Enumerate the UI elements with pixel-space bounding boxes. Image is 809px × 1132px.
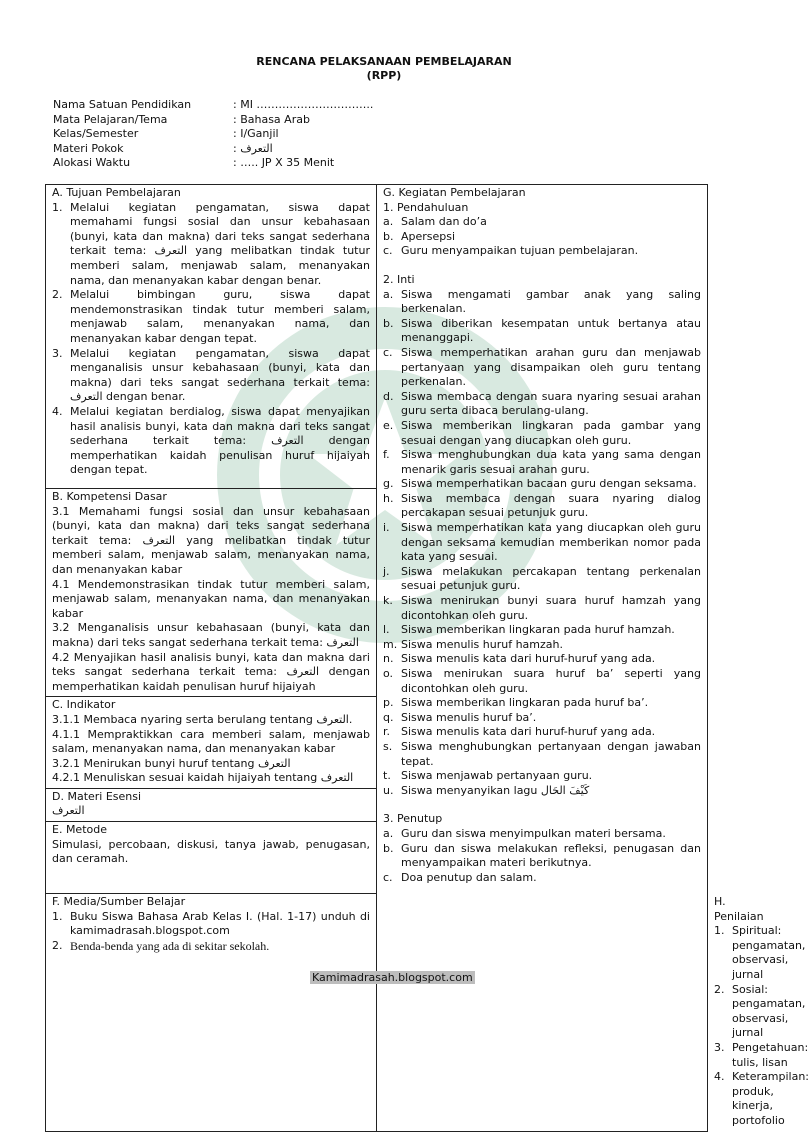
list-marker: q. [383, 710, 394, 724]
list-item [383, 346, 701, 390]
list-text: Siswa memperhatikan arahan guru dan menjawab pertanyaan yang disampaikan oleh guru tentang perkenalan. [401, 345, 701, 389]
indikator-item: 4.1.1 Mempraktikkan cara memberi salam, menjawab salam, menanyakan nama, dan menanyakan kabar [52, 727, 370, 756]
list-item [383, 769, 701, 784]
list-marker: k. [383, 594, 393, 608]
identity-value: : MI ………………………….. [233, 98, 374, 111]
list-text: Siswa menulis huruf hamzah. [401, 637, 563, 651]
list-marker: b. [383, 841, 394, 855]
list-marker: u. [383, 783, 394, 797]
section-materi [46, 788, 377, 821]
list-marker: n. [383, 652, 394, 666]
identity-row [53, 98, 373, 113]
list-item: 1. Melalui kegiatan pengamatan, siswa dapat memahami fungsi sosial dan unsur kebahasaan (bunyi, kata dan makna) dari teks sangat sederhana terkait tema: التعرف yang melibatkan tindak tutur memberi salam, menjawab salam, menanyakan nama, dan menanyakan kabar dengan benar. [52, 200, 370, 287]
section-heading: G. Kegiatan Pembelajaran [383, 186, 526, 199]
list-text: Siswa memberikan lingkaran pada huruf ba’. [401, 696, 649, 710]
list-marker: p. [383, 696, 394, 710]
list-item [383, 623, 701, 638]
list-text: Siswa diberikan kesempatan untuk bertanya atau menanggapi. [401, 316, 701, 345]
section-heading: F. Media/Sumber Belajar [52, 895, 186, 909]
list-marker: a. [383, 826, 394, 840]
indikator-item: 3.2.1 Menirukan bunyi huruf tentang التعرف [52, 756, 291, 770]
list-marker: h. [383, 491, 394, 505]
list-marker: 3. [714, 1041, 725, 1054]
list-text: Siswa mengamati gambar anak yang saling berkenalan. [401, 287, 701, 316]
list-text: Spiritual: pengamatan, observasi, jurnal [732, 924, 806, 982]
list-text: Siswa melakukan percakapan tentang perkenalan sesuai petunjuk guru. [401, 564, 701, 593]
identity-key: Kelas/Semester [53, 127, 139, 140]
list-item [383, 565, 701, 594]
pendahuluan-list [383, 215, 701, 259]
identity-value: : ….. JP X 35 Menit [233, 156, 335, 169]
list-item [383, 390, 701, 419]
list-text: Sosial: pengamatan, observasi, jurnal [732, 982, 806, 1040]
subsection-heading: 3. Penutup [383, 812, 443, 826]
list-text: Guru dan siswa menyimpulkan materi bersama. [401, 826, 666, 840]
kd-item: 3.1 Memahami fungsi sosial dan unsur kebahasaan (bunyi, kata dan makna) dari teks sangat sederhana terkait tema: التعرف yang melibatkan tindak tutur memberi salam, menjawab salam, menanyakan nama, dan menanyakan kabar [52, 504, 370, 576]
list-marker: i. [383, 521, 390, 535]
list-item [383, 448, 701, 477]
list-item: 2. Melalui bimbingan guru, siswa dapat mendemonstrasikan tindak tutur memberi salam, menjawab salam, menanyakan nama, dan menanyakan kabar dengan tepat. [52, 288, 370, 345]
metode-text: Simulasi, percobaan, diskusi, tanya jawab, penugasan, dan ceramah. [52, 837, 370, 866]
identity-key: Materi Pokok [53, 141, 124, 155]
list-item [383, 740, 701, 769]
list-text: Siswa menulis huruf ba’. [401, 710, 537, 724]
list-marker: b. [383, 316, 394, 330]
list-text: Siswa memberikan lingkaran pada huruf hamzah. [401, 623, 675, 637]
identity-row [53, 127, 373, 142]
indikator-item: 3.1.1 Membaca nyaring serta berulang tentang التعرف. [52, 712, 353, 726]
identity-key: Alokasi Waktu [53, 156, 131, 169]
inti-list [383, 288, 701, 799]
list-text: Siswa memperhatikan kata yang diucapkan oleh guru dengan seksama kemudian memberikan nomor pada kata yang sesuai. [401, 521, 701, 564]
list-marker: r. [383, 725, 391, 739]
identity-key: Mata Pelajaran/Tema [53, 112, 168, 126]
list-text: Pengetahuan: tulis, lisan [732, 1041, 809, 1069]
section-heading: A. Tujuan Pembelajaran [52, 186, 181, 199]
identity-row [53, 142, 373, 157]
materi-text: التعرف [52, 804, 85, 818]
list-item: 3. Melalui kegiatan pengamatan, siswa dapat menganalisis unsur kebahasaan (bunyi, kata dan makna) dari teks sangat sederhana terkait tema: التعرف dengan benar. [52, 346, 370, 404]
list-text: Siswa menirukan suara huruf ba’ seperti yang dicontohkan oleh guru. [401, 667, 701, 695]
list-item [383, 477, 701, 492]
list-marker: c. [383, 345, 393, 359]
list-marker: m. [383, 637, 398, 651]
footer-source: Kamimadrasah.blogspot.com [312, 971, 473, 984]
list-marker: d. [383, 389, 394, 403]
list-item [383, 594, 701, 623]
list-text: Siswa memperhatikan bacaan guru dengan seksama. [401, 477, 697, 491]
section-indikator [46, 697, 377, 789]
list-marker: a. [383, 287, 394, 301]
list-item: 4. Melalui kegiatan berdialog, siswa dapat menyajikan hasil analisis bunyi, kata dan makna dari teks sangat sederhana terkait tema: التعرف dengan memperhatikan kaidah penulisan huruf hijaiyah dengan tepat. [52, 404, 370, 477]
list-text: Siswa membaca dengan suara nyaring sesuai arahan guru serta dibaca berulang-ulang. [401, 389, 701, 418]
list-text: Siswa menghubungkan pertanyaan dengan jawaban tepat. [401, 739, 701, 768]
list-marker: c. [383, 870, 393, 884]
list-text: Siswa menirukan bunyi suara huruf hamzah yang dicontohkan oleh guru. [401, 594, 701, 622]
section-metode [46, 822, 377, 894]
list-marker: 1. [714, 924, 725, 938]
list-marker: j. [383, 564, 390, 578]
list-marker: l. [383, 623, 390, 637]
section-kegiatan [377, 185, 708, 1132]
list-item [383, 711, 701, 726]
list-item [383, 317, 701, 346]
subsection-heading: 1. Pendahuluan [383, 200, 469, 214]
kd-item: 3.2 Menganalisis unsur kebahasaan (bunyi, kata dan makna) dari teks sangat sederhana terkait tema: التعرف [52, 621, 370, 649]
list-item [383, 419, 701, 448]
list-item [383, 652, 701, 667]
section-heading: D. Materi Esensi [52, 789, 142, 803]
identity-key: Nama Satuan Pendidikan [53, 98, 192, 111]
list-text: Siswa menulis kata dari huruf-huruf yang ada. [401, 725, 656, 739]
list-text: Siswa menghubungkan dua kata yang sama dengan menarik garis sesuai arahan guru. [401, 448, 701, 476]
list-item [383, 638, 701, 653]
list-marker: o. [383, 667, 394, 680]
list-text: Siswa menyanyikan lagu كَيْفَ الحَال [401, 783, 590, 797]
list-item: 1. Buku Siswa Bahasa Arab Kelas I. (Hal. 1-17) unduh di kamimadrasah.blogspot.com [52, 909, 370, 938]
list-item [383, 725, 701, 740]
kd-item: 4.2 Menyajikan hasil analisis bunyi, kata dan makna dari teks sangat sederhana terkait tema: التعرف dengan memperhatikan kaidah penulisan huruf hijaiyah [52, 650, 370, 693]
section-kompetensi [46, 489, 377, 697]
section-media [46, 894, 377, 1132]
identity-value: : Bahasa Arab [233, 112, 310, 126]
penutup-list [383, 827, 701, 885]
list-text: Apersepsi [401, 229, 456, 243]
list-text: Salam dan do’a [401, 215, 487, 229]
list-marker: 4. [714, 1070, 725, 1084]
list-text: Siswa membaca dengan suara nyaring dialog percakapan sesuai petunjuk guru. [401, 491, 701, 520]
list-item [383, 244, 701, 259]
list-text: Guru dan siswa melakukan refleksi, penugasan dan menyampaikan materi berikutnya. [401, 841, 701, 870]
subsection-heading: 2. Inti [383, 272, 415, 286]
document-title: RENCANA PELAKSANAAN PEMBELAJARAN [256, 55, 512, 68]
document-subtitle: (RPP) [366, 69, 402, 82]
list-item [383, 842, 701, 871]
section-tujuan [46, 185, 377, 489]
list-marker: e. [383, 418, 394, 432]
list-item [383, 288, 701, 317]
list-text: Siswa menjawab pertanyaan guru. [401, 769, 593, 783]
list-item [383, 784, 701, 799]
list-item [383, 667, 701, 696]
section-heading: B. Kompetensi Dasar [52, 490, 167, 503]
indikator-item: 4.2.1 Menuliskan sesuai kaidah hijaiyah tentang التعرف [52, 771, 354, 785]
section-heading: C. Indikator [52, 698, 116, 712]
identity-block [53, 98, 373, 171]
lesson-plan-table: A. Tujuan Pembelajaran 1. Melalui kegiatan pengamatan, siswa dapat memahami fungsi sosial dan unsur kebahasaan (bunyi, kata dan makna) dari teks sangat sederhana terkait tema: التعرف yang melibatkan tindak tutur memberi salam, menjawab salam, menanyakan nama, dan menanyakan kabar dengan benar. 2. Melalui bimbingan guru, siswa dapat mendemonstrasikan tindak tutur memberi salam, menjawab salam, menanyakan nama, dan menanyakan kabar dengan tepat. 3. Melalui kegiatan pengamatan, siswa dapat menganalisis unsur kebahasaan (bunyi, kata dan makna) dari teks sangat sederhana terkait tema: التعرف dengan benar. 4. Melalui kegiatan berdialog, siswa dapat menyajikan hasil analisis bunyi, kata dan makna dari teks sangat sederhana terkait tema: التعرف dengan memperhatikan kaidah penulisan huruf hijaiyah dengan tepat. G. Kegiatan Pembelajaran 1. Pendahuluan a. Salam dan do’a b. Apersepsi c. Guru menyampaikan tujuan pembelajaran. 2. Inti a. Siswa mengamati gambar anak yang saling berkenalan. b. Siswa diberikan kesempatan untuk bertanya atau menanggapi. c. Siswa memperhatikan arahan guru dan menjawab pertanyaan yang disampaikan oleh guru tentang perkenalan. d. Siswa membaca dengan suara nyaring sesuai arahan guru serta dibaca berulang-ulang. e. Siswa memberikan lingkaran pada gambar yang sesuai dengan yang diucapkan oleh guru. f. Siswa menghubungkan dua kata yang sama dengan menarik garis sesuai arahan guru. g. Siswa memperhatikan bacaan guru dengan seksama. h. Siswa membaca dengan suara nyaring dialog percakapan sesuai petunjuk guru. i. Siswa memperhatikan kata yang diucapkan oleh guru dengan seksama kemudian memberikan nomor pada kata yang sesuai. j. Siswa melakukan percakapan tentang perkenalan sesuai petunjuk guru. k. Siswa menirukan bunyi suara huruf hamzah yang dicontohkan oleh guru. l. Siswa memberikan lingkaran pada huruf hamzah. m. Siswa menulis huruf hamzah. n. Siswa menulis kata dari huruf-huruf yang ada. o. Siswa menirukan suara huruf ba’ seperti yang dicontohkan oleh guru. p. Siswa memberikan lingkaran pada huruf ba’. q. Siswa menulis huruf ba’. r. Siswa menulis kata dari huruf-huruf yang ada. s. Siswa menghubungkan pertanyaan dengan jawaban tepat. t. Siswa menjawab pertanyaan guru. u. Siswa menyanyikan lagu كَيْفَ الحَال 3. Penutup a. Guru dan siswa menyimpulkan materi bersama. b. Guru dan siswa melakukan refleksi, penugasan dan menyampaikan materi berikutnya. c. Doa penutup dan salam. B. Kompetensi Dasar 3.1 Memahami fungsi sosial dan unsur kebahasaan (bunyi, kata dan makna) dari teks sangat sederhana terkait tema: التعرف yang melibatkan tindak tutur memberi salam, menjawab salam, menanyakan nama, dan menanyakan kabar 4.1 Mendemonstrasikan tindak tutur memberi salam, menjawab salam, menanyakan nama, dan menanyakan kabar 3.2 Menganalisis unsur kebahasaan (bunyi, kata dan makna) dari teks sangat sederhana terkait tema: التعرف 4.2 Menyajikan hasil analisis bunyi, kata dan makna dari teks sangat sederhana terkait tema: التعرف dengan memperhatikan kaidah penulisan huruf hijaiyah C. Indikator 3.1.1 Membaca nyaring serta berulang tentang التعرف. 4.1.1 Mempraktikkan cara memberi salam, menjawab salam, menanyakan nama, dan menanyakan kabar 3.2.1 Menirukan bunyi huruf tentang التعرف 4.2.1 Menuliskan sesuai kaidah hijaiyah tentang التعرف D. Materi Esensi التعرف E. Metode Simulasi, percobaan, diskusi, tanya jawab, penugasan, dan ceramah. F. Media/Sumber Belajar 1. Buku Siswa Bahasa Arab Kelas I. (Hal. 1-17) unduh di kamimadrasah.blogspot.com 2. Benda-benda yang ada di sekitar sekolah. H. Penilaian 1. Spiritual: pengamatan, observasi, jurnal 2. Sosial: pengamatan, observasi, jurnal 3. Pengetahuan: tulis, lisan 4. Keterampilan: produk, kinerja, portofolio [45, 184, 708, 1132]
list-marker: b. [383, 229, 394, 243]
identity-value: : التعرف [233, 141, 273, 155]
list-item [383, 827, 701, 842]
list-item [383, 871, 701, 886]
list-marker: a. [383, 215, 394, 229]
list-text: Keterampilan: produk, kinerja, portofolio [732, 1070, 809, 1127]
list-marker: c. [383, 244, 393, 258]
list-marker: s. [383, 739, 393, 753]
list-marker: t. [383, 769, 391, 783]
list-marker: g. [383, 477, 394, 491]
list-item [383, 230, 701, 245]
list-item [383, 215, 701, 230]
list-text: Doa penutup dan salam. [401, 870, 537, 884]
list-item: 2. Benda-benda yang ada di sekitar sekolah. [52, 938, 270, 953]
identity-row [53, 156, 373, 171]
identity-value: : I/Ganjil [233, 127, 279, 140]
list-item [383, 492, 701, 521]
list-marker: 2. [714, 982, 725, 996]
list-text: Guru menyampaikan tujuan pembelajaran. [401, 244, 639, 258]
list-marker: f. [383, 448, 390, 462]
identity-row [53, 113, 373, 128]
list-text: Siswa memberikan lingkaran pada gambar yang sesuai dengan yang diucapkan oleh guru. [401, 418, 701, 447]
section-heading: E. Metode [52, 823, 107, 837]
list-item [383, 521, 701, 565]
kd-item: 4.1 Mendemonstrasikan tindak tutur memberi salam, menjawab salam, menanyakan nama, dan menanyakan kabar [52, 577, 370, 620]
list-item [383, 696, 701, 711]
list-text: Siswa menulis kata dari huruf-huruf yang ada. [401, 652, 656, 666]
